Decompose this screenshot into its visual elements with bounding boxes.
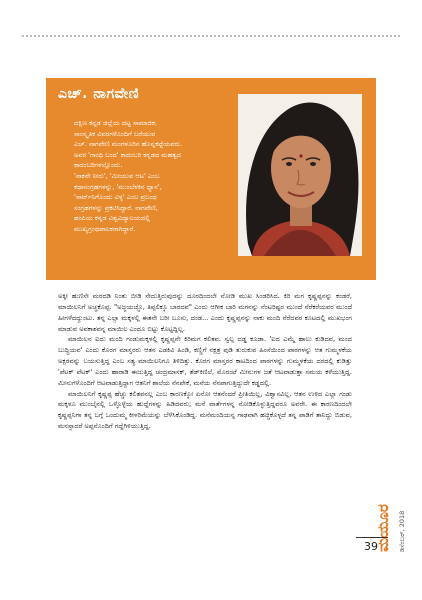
bio-line: ದಕ್ಷಿಣ ಕನ್ನಡ ಜಿಲ್ಲೆಯ ದಟ್ಟ ಸಾಮಾಜಿಕ, (74, 119, 157, 127)
bio-line: ಮುಖ್ಯಗ್ರಂಥಪಾಲಕರಾಗಿದ್ದಾರೆ. (74, 224, 136, 233)
page-number-rule (356, 537, 388, 538)
author-bio-text (74, 118, 244, 235)
issue-date: ಡಿಸೆಂಬರ್, 2018 (398, 510, 406, 552)
top-dotted-rule (22, 35, 400, 37)
article-paragraph: ಅಕ್ಕೀ ಹುಣಿಸೇ ಮರದಡಿ ನಿಂತು ಬೀಡಿ ಸೇದುತ್ತಿರುವುದನ್ನು ದೂರದಿಂದಲೇ ನೋಡಿ ಮುಖ ಸಿಂಡರಿಸಿದ. ಕಿರಿ ಮಗ ಕೃಷ್ಣಪ್ಪನನ್ನು ಕಂಡರೆ, ಮಾಯಿಲನಿಗೆ ಅಚ್ಚಕೊಪ್ಪ. "ಅಜ್ಜಯಜ್ಜೊ, ತಿಪ್ಪಲಿಕ್ಕೂ ಬಾರದವ" ಎಂದು ಆಗೀಕ ಬಾರಿ ಮಗನನ್ನು ನೆಂಟರಿಷ್ಟರ ಮುಂದೆ ನೆರೆಕರೆಯವರ ಮುಂದೆ ಹೀಗಳೆದದ್ದುಂಟು. ತನ್ನ ಎಲ್ಲಾ ಮಕ್ಕಳಲ್ಲಿ ಈತನೇ ಬರೀ ಬೂಸು, ದಂಡ... ಎಂದು ಕೃಷ್ಣಪ್ಪನನ್ನು ನಾಕು ಮಂದಿ ನೆರೆದವರ ಕೂಟದಲ್ಲಿ ಮುಖಭಂಗ ಮಾಡುವ ಅವಕಾಶವನ್ನ ಮಾಯಿಲ ಎಂದೂ ಬಿಟ್ಟು ಕೊಟ್ಟದ್ದಿಲ್ಲ. (58, 292, 352, 333)
author-name-heading: ಎಚ್. ನಾಗವೇಣಿ (58, 86, 140, 102)
author-portrait-photo (238, 94, 362, 256)
magazine-name: ಮಯೂರ (374, 504, 392, 552)
bio-line: ಹಂಪಿಯ ಕನ್ನಡ ವಿಶ್ವವಿದ್ಯಾಲಯದಲ್ಲಿ (74, 214, 151, 223)
bio-line: ಕಾದಂಬರಿಗಳಲ್ಲೊಂದು. (74, 161, 123, 170)
article-paragraph: ಮಾಯಿಲನಿಗೆ ಕೃಷ್ಣಪ್ಪ ಹೆಚ್ಚು ಕಲಿತವನಲ್ಲ ಎಂಬ ಕಾರಣಕ್ಕೋ ಏನೋ ಆತನೆಂದರೆ ಪ್ರೀತಿಯಿಲ್ಲ, ವಿಶ್ವಾಸವಿಲ್ಲ. ಆತನ ಉಳಿದ ಎಲ್ಲಾ ಗಂಡು ಮಕ್ಕಳೂ ಮುಂಬೈನಲ್ಲಿ ಒಳ್ಳೊಳ್ಳೆಯ ಹುದ್ದೆಗಳನ್ನು ಹಿಡಿದವರು; ಮನೆ ವಾರ್ತೆಗಳನ್ನ ನೋಡಿಕೊಳ್ಳುತ್ತಿದ್ದವರೂ ಅವರೇ. ಈ ಕಾರಣದಿಂದಲೇ ಕೃಷ್ಣಪ್ಪನಿಗಾ ತನ್ನ ಬಗ್ಗೆ ಒಂದುಮ್ಮ ಕೀಳರಿಮೆಯನ್ನು ಬೆಳೆಸಿಕೊಂಡಿದ್ದ. ಮನೆಮಂದಿಯನ್ನ ಗಾಢವಾಗಿ ಹಚ್ಚಿಕೊಳ್ಳದೆ ತನ್ನ ಪಾಡಿಗೆ ತಾನಿದ್ದು ಬಿಡುವ, ಮನಸ್ಸಾದರೆ ಅಪ್ಪನೊಂದಿಗೆ ಗದ್ದೆಗಿಳಿಯುತ್ತಿದ್ದ. (58, 389, 352, 431)
article-body (58, 291, 352, 432)
bio-line: ಎಚ್. ನಾಗವೇಣಿ ಮಂಗಳೂರಿನ ಹೊನ್ನಕಟ್ಟೆಯವರು. (74, 140, 183, 149)
bio-line: ಸಾಂಸ್ಕೃತಿಕ ವಿವರಗಳೊಂದಿಗೆ ಬರೆಯುವ (74, 129, 156, 138)
bio-line: ಅವರ 'ಗಾಂಧಿ ಬಂದ' ಕಾದಂಬರಿ ಕನ್ನಡದ ಮಹತ್ವದ (74, 150, 182, 159)
article-paragraph: ಮಾಯಿಲನ ಐದು ಮಂದಿ ಗಂಡುಮಕ್ಕಳಲ್ಲಿ ಕೃಷ್ಣಪ್ಪನೇ ಕಿರಿಮಗ ಕಲಿತವ. ಸ್ವಲ್ಪ ದಡ್ಡ ಕೂಡಾ. 'ಐದ ಎಮ್ಮೆ ಹಾಲು ಕುಡಿದವ, ಮಂದ ಬುದ್ಧಿಯವ' ಎಂದು ಕೊರಗ ಮಾಸ್ತರರು ಆತನ ಎಡಕಿವಿ ಹಿಂಡಿ, ಕಣ್ಣಿಗೆ ನಕ್ಷತ್ರ ಪುಡಿ ತುರುಕುವ ಹಿಂಸೆಯಿಂದ ಪಾಠಗಳನ್ನು ಆತ ಗುಮ್ಮಳಕೆಯ ಅಕ್ಷರವನ್ನು ಬಯಸುತ್ತಿದ್ದ ಎಂಬ ಸತ್ಯ ಮಾಯಿಲನಿಗೂ ತಿಳಿದಿತ್ತು. ಕೊರಗ ಮಾಸ್ತರರ ಕಾಟದಿಂದ ಪಾಠಗಳನ್ನು ಗುಮ್ಮಳಕೆಯ ದರದಲ್ಲಿ ಕುಡಿತ್ತು 'ಪೆಟಕ್ ಪೆಟಕ್' ಎಂದು ಹಾರಾಡಿ ಈಜುತ್ತಿದ್ದ ಚಂದ್ರಮಾಸಕ್, ತೆಡ್‌ಕಿಣಿಲೆ, ಮೊರಂಟೆ ಮೀನುಗಳ ಜತೆ ಆಟವಾಡುತ್ತಾ ಸಮಯ ಕಳೆಯುತ್ತಿದ್ದ. ಮೀನುಗಳೊಂದಿಗೆ ಆಟವಾಡುತ್ತಿದ್ದಾಗ ಆತನಿಗೆ ಶಾಲೆಯ ನೆನಪೇಕೆ, ಮನೆಯ ನೆನಪಾಗುತ್ತಿದ್ದುದೇ ಕಡ್ಡದಲ್ಲಿ. (58, 335, 352, 387)
bio-line: 'ಸಾರ್ಟ್‌ನಿಗೊಂದು ವಿಳ್ಳ' ಎಂಬ ಪ್ರಬಂಧ (74, 193, 157, 202)
bio-line: ಕಥಾಸಂಗ್ರಹಗಳನ್ನು, 'ಮುಂಬೆಳಕಿನ ಧ್ಯಾನ', (74, 182, 162, 191)
bio-line: 'ನಾಕನೇ ನೀರು', 'ಮೀಯುವ ಆಟ' ಎಂಬ (74, 171, 160, 180)
page-number: 39 (364, 540, 378, 553)
bio-line: ಸಂಗ್ರಹಗಳನ್ನು ಪ್ರಕಟಿಸಿದ್ದಾರೆ. ನಾಗವೇಣಿ, (74, 203, 158, 212)
